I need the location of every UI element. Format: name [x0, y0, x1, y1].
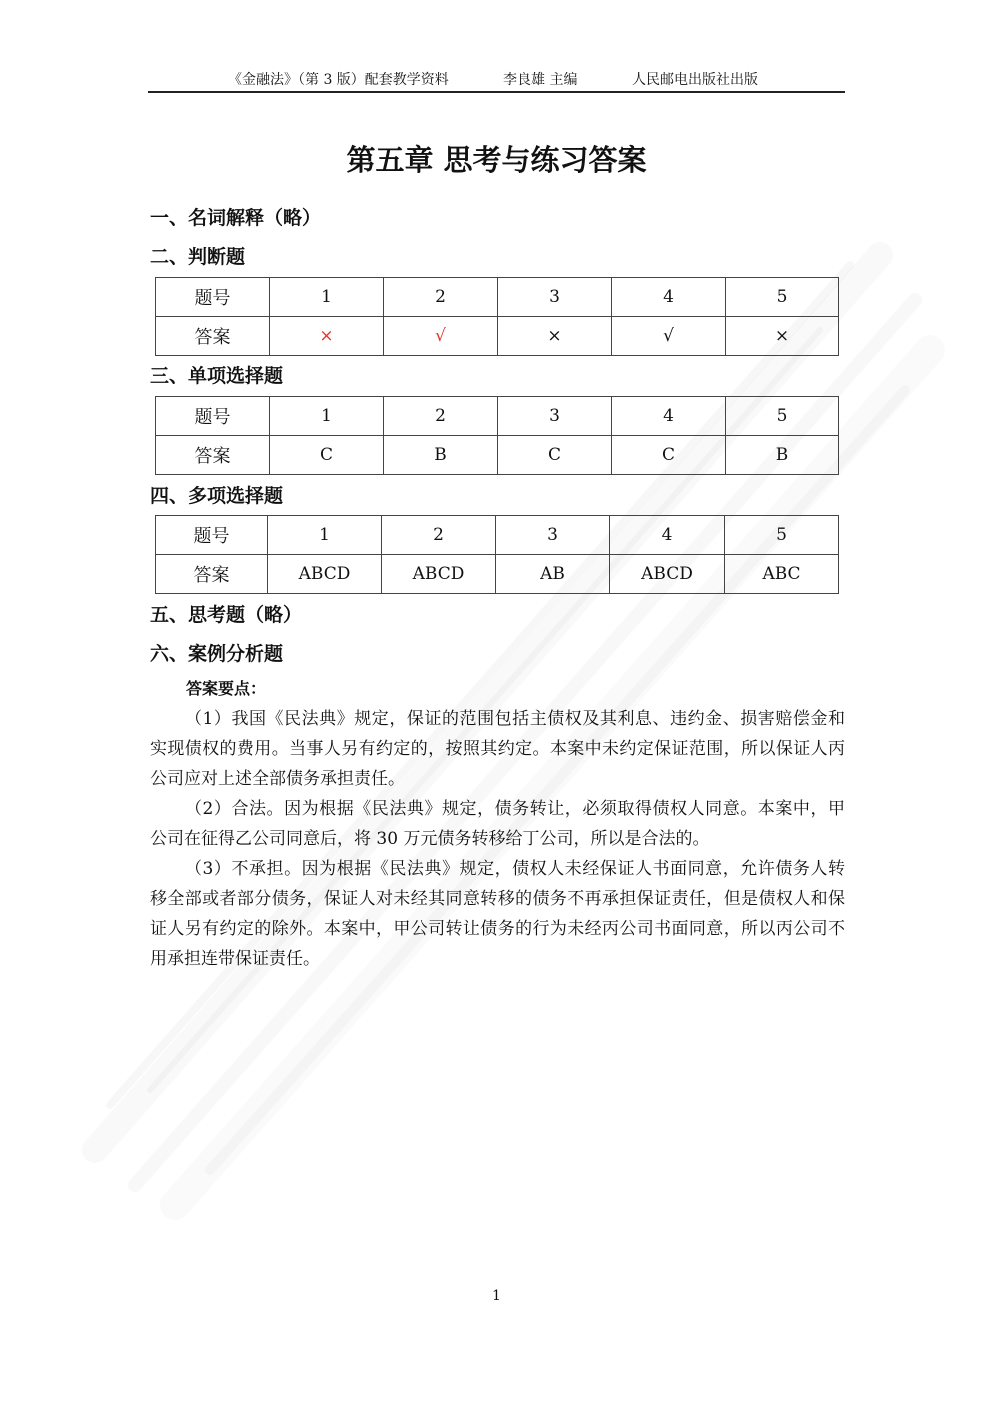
row-label-answer: 答案: [156, 436, 270, 475]
header-editor: 李良雄 主编: [503, 72, 578, 88]
answer-cell: ×: [498, 317, 612, 356]
table-row-numbers: [156, 278, 839, 317]
paragraph-line: 证人另有约定的除外。本案中，甲公司转让债务的行为未经丙公司书面同意，所以丙公司不: [150, 919, 845, 939]
answer-cell: ABCD: [382, 555, 496, 594]
multiple-choice-answer-table: [155, 515, 839, 594]
question-number-cell: 2: [384, 278, 498, 317]
paragraph-line: （1）我国《民法典》规定，保证的范围包括主债权及其利息、违约金、损害赔偿金和: [185, 709, 845, 729]
answer-cell: ABC: [725, 555, 839, 594]
answer-cell: B: [726, 436, 839, 475]
answer-cell: C: [612, 436, 726, 475]
answer-paragraph-3: [150, 854, 845, 974]
paragraph-line: （3）不承担。因为根据《民法典》规定，债权人未经保证人书面同意，允许债务人转: [185, 859, 845, 879]
answer-cell: C: [498, 436, 612, 475]
question-number-cell: 1: [270, 397, 384, 436]
answer-cell: √: [612, 317, 726, 356]
paragraph-line: 移全部或者部分债务，保证人对未经其同意转移的债务不再承担保证责任，但是债权人和保: [150, 889, 845, 909]
paragraph-line: 公司应对上述全部债务承担责任。: [150, 769, 405, 789]
answer-cell: √: [384, 317, 498, 356]
section-heading-multiple-choice: 四、多项选择题: [150, 485, 284, 507]
answer-cell: C: [270, 436, 384, 475]
table-row-answers: [156, 436, 839, 475]
question-number-cell: 3: [498, 278, 612, 317]
table-row-answers: [156, 317, 839, 356]
answer-cell: ×: [726, 317, 839, 356]
question-number-cell: 3: [496, 516, 610, 555]
page-number: 1: [492, 1288, 501, 1304]
question-number-cell: 4: [612, 278, 726, 317]
section-heading-single-choice: 三、单项选择题: [150, 365, 284, 387]
table-row-numbers: [156, 516, 839, 555]
single-choice-answer-table: [155, 396, 839, 475]
question-number-cell: 4: [610, 516, 725, 555]
paragraph-line: 实现债权的费用。当事人另有约定的，按照其约定。本案中未约定保证范围，所以保证人丙: [150, 739, 845, 759]
section-heading-true-false: 二、判断题: [150, 246, 246, 268]
header-publisher: 人民邮电出版社出版: [632, 72, 758, 88]
table-row-answers: [156, 555, 839, 594]
row-label-number: 题号: [156, 397, 270, 436]
question-number-cell: 2: [384, 397, 498, 436]
paragraph-line: 用承担连带保证责任。: [150, 949, 320, 969]
question-number-cell: 5: [726, 278, 839, 317]
page-title: 第五章 思考与练习答案: [346, 143, 647, 177]
question-number-cell: 3: [498, 397, 612, 436]
section-heading-discussion: 五、思考题（略）: [150, 604, 303, 626]
answer-cell: ×: [270, 317, 384, 356]
question-number-cell: 1: [270, 278, 384, 317]
answer-cell: ABCD: [610, 555, 725, 594]
question-number-cell: 4: [612, 397, 726, 436]
answer-paragraph-1: [150, 704, 845, 794]
question-number-cell: 2: [382, 516, 496, 555]
row-label-number: 题号: [156, 278, 270, 317]
true-false-answer-table: [155, 277, 839, 356]
question-number-cell: 5: [726, 397, 839, 436]
header-rule: [148, 91, 845, 93]
case-analysis-answer: [150, 674, 845, 974]
answer-cell: AB: [496, 555, 610, 594]
section-heading-case-analysis: 六、案例分析题: [150, 643, 284, 665]
paragraph-line: 公司在征得乙公司同意后，将 30 万元债务转移给丁公司，所以是合法的。: [150, 829, 710, 849]
question-number-cell: 1: [268, 516, 382, 555]
section-heading-term-explanation: 一、名词解释（略）: [150, 207, 322, 229]
question-number-cell: 5: [725, 516, 839, 555]
answer-cell: B: [384, 436, 498, 475]
key-points-label: 答案要点：: [186, 679, 267, 698]
answer-cell: ABCD: [268, 555, 382, 594]
paragraph-line: （2）合法。因为根据《民法典》规定，债务转让，必须取得债权人同意。本案中，甲: [185, 799, 845, 819]
row-label-answer: 答案: [156, 317, 270, 356]
table-row-numbers: [156, 397, 839, 436]
row-label-answer: 答案: [156, 555, 268, 594]
header-book-title: 《金融法》（第 3 版）配套教学资料: [228, 72, 449, 88]
row-label-number: 题号: [156, 516, 268, 555]
answer-paragraph-2: [150, 794, 845, 854]
